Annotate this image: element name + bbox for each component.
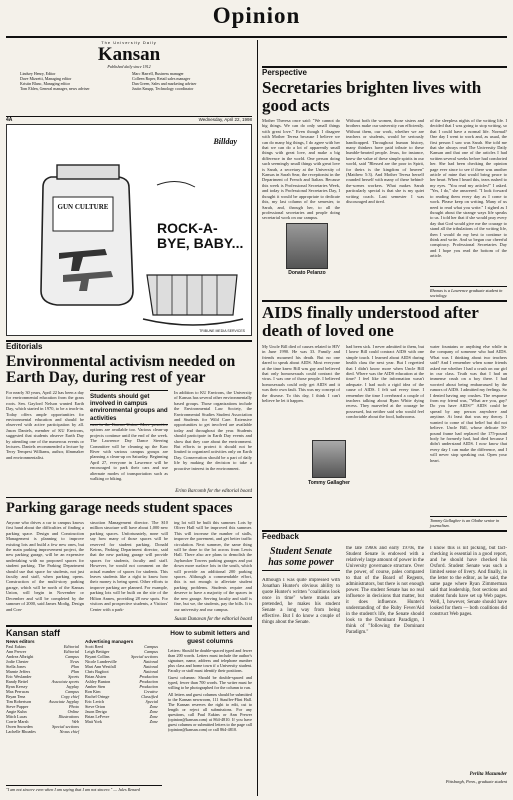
staff-person: Tim Robertson: [6, 699, 32, 704]
cartoon-signature: Billday: [213, 137, 237, 146]
staff-person: Steve Pupper: [6, 704, 29, 709]
staff-person: Ashley Bunton: [85, 679, 111, 684]
staff-person: Angie Kuhn: [6, 709, 27, 714]
feedback-signer-info: Pittsburgh, Penn., graduate student: [445, 779, 507, 784]
staff-entry: Tom Eblen, General manager, news adviser: [20, 86, 90, 91]
staff-role: Campus: [65, 654, 79, 659]
staff-person: Bryan Tenz: [6, 694, 26, 699]
staff-person: Andrea Albright: [6, 654, 34, 659]
staff-role: Zone: [149, 704, 158, 709]
staff-role: Copy chief: [60, 694, 79, 699]
staff-person: Mari Ann Westfall: [85, 664, 116, 669]
perspective-author-name: Donato Pelanzo: [288, 270, 326, 276]
staff-role: Editorial: [63, 649, 79, 654]
editorial-lead-col2: cuss in the Kansas Union. More proactive options are available too. Various clean-up projects continue until the end of the week. The Lawrence Day Dance Steering Committee will be cleaning up the Kaw River with various campus groups are planning a clean-up on Saturday. Beginning April 27, everyone in Lawrence will be encouraged to park their cars and use alternate modes of transportation such as walking or biking.: [90, 422, 168, 482]
staff-row: [85, 719, 158, 724]
editorial-second-headline: Parking garage needs student spaces: [6, 500, 233, 516]
aids-author-bio: Tommy Gallagher is an Olathe senior in journalism.: [430, 516, 507, 528]
staff-box-title: Kansan staff: [6, 628, 61, 638]
aids-col2: had been sick. I never admitted to them, but I knew Bill could contract AIDS with one simple touch. I learned about AIDS during health class the next year. But I regretted that I didn't know more when Uncle Bill died. Where was the AIDS education at the time? I feel like the information wasn't adequate. I had such a rigid idea of the cause of AIDS. I felt sad every time. I remember the time I overheard a couple of teachers talking about Ryan White dying recess. They marveled at the courage he possessed, but neither said who would feel comfortable about the food, bathrooms.: [346, 344, 424, 420]
feedback-headline: Student Senate has some power: [262, 546, 340, 571]
staff-person: Stella Jones: [6, 664, 26, 669]
staff-person: Leigh Bettiger: [85, 649, 110, 654]
editorial-second-col1: Anyone who drives a car to campus knows first hand about the difficulties of finding a parking space. Design and Construction Management is planning to improve existing lots and build a few new ones, but the main parking improvement project, the new parking garage, will be an expensive undertaking with no proposed spaces for student parking. The Parking Department should use that space for students, not just faculty and staff, when parking opens. Construction of the multi-story parking garage, which will be north of the Kansas Union, will begin in November or December and will be completed by the summer of 2000, said James Modig, Design and Con-: [6, 520, 84, 612]
staff-person: Ann Prewer: [6, 649, 27, 654]
staff-person: Rachel Oringe: [85, 694, 110, 699]
staff-role: News: [69, 659, 79, 664]
staff-person: Chris Bagfoot: [85, 669, 109, 674]
editorials-label: Editorials: [6, 342, 43, 351]
perspective-col3: of the sleepless nights of the writing life. I decided that I was going to stop writing, so that I could have a normal life. Normal? One day I went to work and, as usual, the first person I saw was Sarah. She told me that she always read The University Daily Kansan and that one of the articles I had written several weeks before had comforted her. She had been checking the opinion page ever since to see if there was another article of mine that would bring peace to her heart. When I heard this, tears rushed to my eyes. "You read my articles!" I asked. "Yes, I do," she answered. "I look forward to reading them every day as I come to work. Please keep on writing. Many of us need to read what you write." I sighed as I thought about the strange ways life speaks to us. I told her that if she would pray every day that God would give me the courage to stand all the tribulations of the writing life, then I would do my best to continue to think and write. And so began our cheerful conspiracy. Professional Secretaries Day and I hope you read the bottom of the article.: [430, 118, 507, 259]
feedback-col1: Although I was quite impressed with Jonathan Hunter's obvious ability to quote Hunter's written "coalitions look once in time" where masks are pretended, he makes his student Senate a long way from being effective. But I do know a couple of things about the Senate.: [262, 578, 340, 625]
editorial-lead-headline: Environmental activism needed on Earth Day, during rest of year: [6, 353, 236, 386]
column-separator: [257, 40, 258, 796]
editorial-cartoon: [6, 124, 252, 336]
staff-person: Eric Weslander: [6, 674, 32, 679]
author-photo: [286, 223, 328, 269]
staff-role: Associate sports: [51, 679, 79, 684]
staff-person: Jason Derigo: [85, 709, 107, 714]
staff-entry: Dan Green, Sales and marketing adviser: [132, 81, 197, 86]
perspective-label: Perspective: [262, 68, 307, 77]
submission-letters: Letters: Should be double-spaced typed and fewer than 200 words. Letters must include the author's signature, name, address and telephone number plus class and home town if a University student. Faculty or staff must identify their positions.: [168, 648, 252, 673]
staff-role: Photo: [68, 704, 79, 709]
staff-person: Corrie Marsh: [6, 719, 29, 724]
editorial-second-signoff: Susan Dunavan for the editorial board: [174, 617, 252, 622]
staff-person: Bryant Collins: [85, 654, 110, 659]
staff-person: Jodie Chester: [6, 659, 29, 664]
staff-person: Lachelle Rhoades: [6, 729, 36, 734]
header-rule: [6, 36, 507, 38]
staff-row: [6, 729, 79, 734]
masthead: [6, 40, 252, 126]
staff-role: Classified: [141, 694, 158, 699]
staff-role: National: [143, 664, 158, 669]
aids-headline: AIDS finally understood after death of loved one: [262, 303, 479, 340]
feedback-col2: the late 1960s and early 1970s, the Student Senate is endowed with a relatively large amount of power in the University governance structure. Over the power, of course, pales compared to that of the Board of Regents, administrators, but there is not enough power. The student Senate has no real influence in decisions that matter, but it does influence. Hunter's understanding of the Ruby Fever/Aid in the student's life, the Senate should look to the Dominant Paradigm, I think of "following the Dominant Paradigm.": [346, 546, 424, 635]
staff-entry: Lindsey Henry, Editor: [20, 71, 56, 76]
advertising-heading: Advertising managers: [85, 639, 134, 644]
staff-entry: Colleen Roper, Retail sales manager: [132, 76, 191, 81]
editorial-lead-signoff: Erinn Barcomb for the editorial board: [175, 489, 252, 494]
staff-entry: Kristin Blanc, Managing editor: [20, 81, 70, 86]
staff-person: Owen Snowden: [6, 724, 33, 729]
staff-quote: "I am not sincere even when I am saying that I am not sincere." — Jules Renard: [6, 785, 162, 792]
perspective-col2: Without both the women, those sisters and brothers make our university run efficiently. Without them, our work, whether we are teachers or students, would be seriously handicapped. Throughout human history, many thinkers have paid tribute to these humble-hearted people. Jesus, for instance, knew the value of these simple spirits in our world, said "Blessed are the poor in Spirit, for theirs is the kingdom of heaven" (Matthew 5:3). And Mother Teresa herself rounded herself with many of these behind-the-scenes workers. What makes Sarah particularly special is that she is my quiet writing coach. Last semester I was discouraged and tired.: [346, 118, 424, 205]
staff-role: Special sections: [52, 724, 79, 729]
staff-person: Nicole Lunderville: [85, 659, 117, 664]
staff-role: Associate Jayplay: [48, 699, 79, 704]
editorials-rule: [6, 340, 252, 342]
editorial-divider: [6, 497, 252, 498]
staff-rule: [6, 625, 252, 627]
staff-role: Plan: [71, 664, 79, 669]
editorial-lead-pullquote: Students should get involved in campus environmental groups and activities: [90, 390, 168, 425]
staff-box: [6, 628, 162, 796]
staff-person: Randy Beitel: [6, 679, 28, 684]
staff-role: Production: [139, 679, 158, 684]
staff-entry: Justin Knupp, Technology coordinator: [132, 86, 194, 91]
perspective-author-bio: Rhonas is a Lawrence graduate student in sociology.: [430, 286, 507, 298]
staff-role: Production: [139, 684, 158, 689]
staff-role: Special sections: [131, 654, 158, 659]
aids-col3: water fountains or anything else while in the company of someone who had AIDS. What was I thinking about two teachers said? And I remember when some friends asked me whether I had a crush on our girl in our class. Truth was that I had an immense crush on a boy there. I had worried about being embarrassed by the rumors of AIDS. I admitted my feelings. So I denied having any crushes. The response from my friend was, "What are you, gay? Do you have AIDS?" AIDS could be spread by any person anywhere and anytime. At least that was my theory. I wanted to come of that belief but did not believe. Uncle Bill, whose delicate 50-pound frame had replaced the 175-pound body he formerly had, had died because I didn't understand AIDS. I now know that every day I can make the difference, and I will never stop speaking out. Open your heart.: [430, 344, 507, 463]
staff-role: National: [143, 669, 158, 674]
staff-role: Campus: [144, 649, 158, 654]
page-date: Wednesday, April 22, 1998: [198, 117, 252, 122]
staff-role: Plan: [71, 669, 79, 674]
feedback-signer-name: Perlita Mazumder: [469, 772, 507, 777]
aids-rule: [262, 300, 507, 302]
staff-role: National: [143, 659, 158, 664]
aids-author-photo: [312, 440, 346, 478]
aids-author-name: Tommy Gallagher: [308, 480, 350, 486]
editorial-second-col3: ing lot will be built this summer. Lots by Oliver Hall will be improved this summer. This will increase the number of stalls, improve the pavement, and get better traffic circulation. Next summer, the same thing will be done to the lot across from Lewis Hall. There also are plans to demolish the Jayhawker Towers parking garages and put down more surface lots in the south, which will provide an additional 200 parking spaces. Although a commendable effort, this is not enough to alleviate student parking problems. Students require and deserve to have a majority of the spaces in the new garage. Serving faculty and staff is fine, but we, the students, pay the bills. It is our university and our campus.: [174, 520, 252, 612]
staff-role: Editorial: [63, 644, 79, 649]
cartoon-speech: ROCK-A-BYE, BABY...: [157, 220, 244, 251]
submission-title: How to submit letters and guest columns: [170, 630, 250, 645]
masthead-name: Kansan: [97, 44, 161, 65]
editorial-lead-col1: For nearly 30 years, April 22 has been a day for environmental education from the grass roots. Sen. Gaylord Nelson wanted Earth Day, which started in 1970, to be a teach-in. Today offers ample opportunities for environmental education and should be observed with active participation by all. Jason Daniels, member of KU Environs, suggested that students observe Earth Day by attending one of the numerous events or lectures. Daniels recommended a lecture by Terry Tempest Williams, author, filmmaker and environmentalist.: [6, 390, 84, 460]
staff-person: Steve Orion: [85, 704, 106, 709]
editorial-lead-col3: In addition to KU Environs, the University of Kansas has several other environmentally based groups. Those organizations include the Environmental Law Society, the Environmental Studies Student Association and Students for Wild Care. Extensive opportunities to get involved are available today and throughout the year. Students should participate in Earth Day events and show that they care about the environment. But efforts to protect it should not be limited to organized activities only on Earth Day. Conservation should be a part of daily life by making the decision to take a proactive interest in the environment.: [174, 390, 252, 471]
submission-contact: All letters and guest columns should be submitted to the Kansan newsroom, 111 Stauffer-Flint Hall. The Kansan reserves the right to edit, cut to length or reject all submissions. For any questions, call Paul Eakins or Ann Prewer (opinion@kansan.com) at 864-4810. If you have guest columns or submitted letters to the page call (opinion@kansan.com) or call 864-4810.: [168, 692, 252, 732]
masthead-kicker: The University Daily: [101, 40, 157, 45]
staff-role: Illustrations: [58, 714, 79, 719]
masthead-tagline: Published daily since 1912: [107, 64, 151, 69]
perspective-col1: Mother Theresa once said: "We cannot do big things. We can do only small things with great love." Even though I disagree with Mother Teresa because I believe we can do many big things, I do agree with her that we can do a lot of apparently small things with great love, and make a big difference in the world. One person doing such seemingly small things with great love is Sarah, a secretary at the University of Kansas in Sarah Sear, the receptionist in the Department of French and Italian. Because this week is Professional Secretaries Week, and today is Professional Secretaries Day, I thought it would be appropriate to dedicate this, my last column of the semester, to Sarah, and, through her, to all the professional secretaries and people doing secretarial work on our campus.: [262, 118, 340, 221]
staff-person: Max Perrucas: [6, 689, 30, 694]
perspective-headline: Secretaries brighten lives with good acts: [262, 78, 482, 115]
staff-role: Jayplay: [65, 684, 79, 689]
page-number: 4A: [6, 117, 13, 123]
staff-role: Zone: [149, 709, 158, 714]
feedback-label: Feedback: [262, 532, 299, 541]
staff-role: Zone: [149, 714, 158, 719]
staff-role: Special: [145, 699, 158, 704]
staff-person: Matt York: [85, 719, 102, 724]
staff-role: Campus: [65, 689, 79, 694]
staff-entry: Dave Mizzetti, Managing editor: [20, 76, 72, 81]
staff-person: Scott Reed: [85, 644, 104, 649]
news-editors-heading: News editors: [6, 639, 35, 644]
aids-col1: My Uncle Bill died of causes related to HIV in June 1990. He was 33. Family and friends mourned his death. But no one dared to speak about AIDS. Most everyone at the time knew Bill was gay and believed that only homosexuals could contract the virus. I was one of those people. I believed homosexuals could only get AIDS and it was their own fault. This was my concept of the disease. To this day, I think I can't believe he let it happen.: [262, 344, 340, 404]
staff-person: Marnie Jeffers: [6, 669, 31, 674]
staff-role: Production: [139, 674, 158, 679]
staff-person: Amber Sten: [85, 684, 106, 689]
staff-role: Online: [67, 709, 79, 714]
staff-person: Ryan Kersey: [6, 684, 28, 689]
editorial-second-col2: struction Management director. The $10 million structure will have about 1,000 new parking spaces. Unfortunately, none will say how many of those spaces will be reserved for student parking. Donald Keirns, Parking Department director, said that the new parking garage will provide spaces for students, faculty and staff. However, he would not comment on the actual number of spaces for students. This leaves students like a right to know how their money is being spent. Other efforts to improve parking are planned. For example, parking lots will be built on the site of the Hilton Annex, providing 28 new spots. For visitors and prospective students, a Visitors' Center with a park-: [90, 520, 168, 612]
staff-role: Nexus chief: [59, 729, 79, 734]
staff-role: Zone: [149, 719, 158, 724]
cartoon-credit: TRIBUNE MEDIA SERVICES: [199, 329, 245, 333]
staff-role: Creative: [143, 689, 158, 694]
submission-columns: Guest columns: Should be double-spaced and typed, fewer than 700 words. The writer must be willing to be photographed for the column to run.: [168, 675, 252, 690]
staff-role: Web: [71, 719, 79, 724]
staff-role: Sports: [68, 674, 79, 679]
staff-person: Brian LeFevre: [85, 714, 110, 719]
staff-role: Campus: [144, 644, 158, 649]
staff-entry: Marc Harrell, Business manager: [132, 71, 184, 76]
submission-box: [168, 630, 252, 796]
staff-person: Eric Lerich: [85, 699, 104, 704]
staff-person: Brian Alsten: [85, 674, 107, 679]
staff-person: Paul Eakins: [6, 644, 26, 649]
perspective-col1b: [262, 278, 340, 296]
staff-person: Mitch Lucas: [6, 714, 28, 719]
cartoon-jar-label: GUN CULTURE: [57, 203, 109, 211]
staff-person: Ron Kim: [85, 689, 101, 694]
page-title: Opinion: [212, 3, 301, 28]
feedback-col3: I know this is nit picking, but fact-checking is essential in a good report, and he should have checked his Oxford. Student Senate was such a limited sense of livery. And finally, in the letter to the editor, as he said, the same page where Ryan Zimmerman said that leadership, foot sections and student funds have set up Web pages. Well, I, however, Senate should have looked for them — both coalitions did construct Web pages.: [430, 546, 507, 617]
